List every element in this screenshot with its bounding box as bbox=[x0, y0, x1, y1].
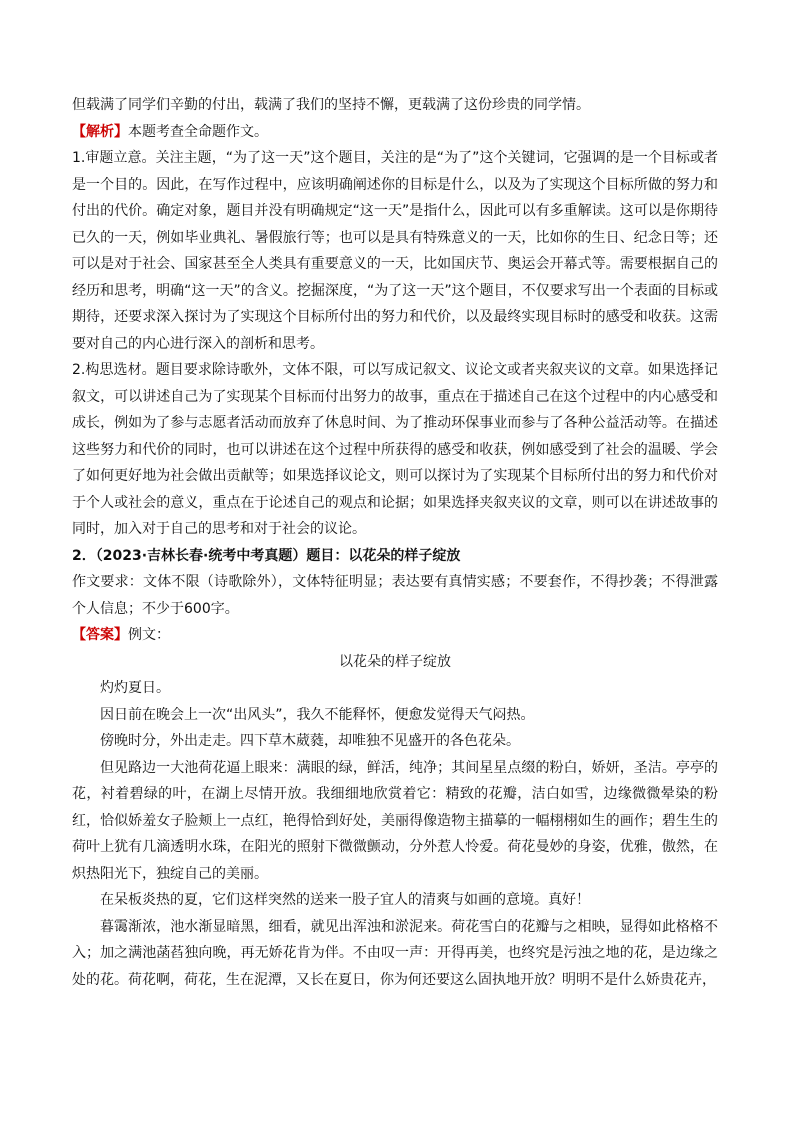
question-heading: 2．（2023·吉林长春·统考中考真题）题目：以花朵的样子绽放 bbox=[72, 547, 461, 564]
essay-title: 以花朵的样子绽放 bbox=[339, 653, 451, 670]
essay-paragraph: 因日前在晚会上一次“出风头”，我久不能释怀，便愈发觉得天气闷热。 bbox=[100, 706, 535, 723]
essay-paragraph: 灼灼夏日。 bbox=[100, 680, 170, 696]
essay-paragraph: 但见路边一大池荷花逼上眼来：满眼的绿，鲜活，纯净；其间星星点缀的粉白，娇妍，圣洁。亭亭的花，衬着碧绿的叶，在湖上尽情开放。我细细地欣赏着它：精致的花瓣，洁白如雪，边缘微微晕染的粉红，恰似娇羞女子脸颊上一点红，艳得恰到好处，美丽得像造物主描摹的一幅栩栩如生的画作；碧生生的荷叶上犹有几滴透明水珠，在阳光的照射下微微颤动，分外惹人怜爱。荷花曼妙的身姿，优雅，傲然，在炽热阳光下，独绽自己的美丽。 bbox=[72, 759, 718, 882]
paragraph: 1.审题立意。关注主题，“为了这一天”这个题目，关注的是“为了”这个关键词，它强调的是一个目标或者是一个目的。因此，在写作过程中，应该明确阐述你的目标是什么，以及为了实现这个目标所做的努力和付出的代价。确定对象，题目并没有明确规定“这一天”是指什么，因此可以有多重解读。这可以是你期待已久的一天，例如毕业典礼、暑假旅行等；也可以是具有特殊意义的一天，比如你的生日、纪念日等；还可以是对于社会、国家甚至全人类具有重要意义的一天，比如国庆节、奥运会开幕式等。需要根据自己的经历和思考，明确“这一天”的含义。挖掘深度，“为了这一天”这个题目，不仅要求写出一个表面的目标或期待，还要求深入探讨为了实现这个目标所付出的努力和代价，以及最终实现目标时的感受和收获。这需要对自己的内心进行深入的剖析和思考。 bbox=[72, 150, 718, 352]
answer-tag: 【答案】 bbox=[72, 627, 128, 643]
analysis-line bbox=[72, 119, 718, 146]
essay-paragraph: 在呆板炎热的夏，它们这样突然的送来一股子宜人的清爽与如画的意境。真好！ bbox=[100, 892, 590, 908]
essay-paragraph: 暮霭渐浓，池水渐显暗黑，细看，就见出浑浊和淤泥来。荷花雪白的花瓣与之相映，显得如此格格不入；加之满池菡萏独向晚，再无娇花肯为伴。不由叹一声：开得再美，也终究是污浊之地的花，是边缘之处的花。荷花啊，荷花，生在泥潭，又长在夏日，你为何还要这么固执地开放？明明不是什么娇贵花卉， bbox=[72, 918, 718, 988]
paragraph: 2.构思选材。题目要求除诗歌外，文体不限，可以写成记叙文、议论文或者夹叙夹议的文章。如果选择记叙文，可以讲述自己为了实现某个目标而付出努力的故事，重点在于描述自己在这个过程中的内心感受和成长，例如为了参与志愿者活动而放弃了休息时间、为了推动环保事业而参与了各种公益活动等。在描述这些努力和代价的同时，也可以讲述在这个过程中所获得的感受和收获，例如感受到了社会的温暖、学会了如何更好地为社会做出贡献等；如果选择议论文，则可以探讨为了实现某个目标所付出的努力和代价对于个人或社会的意义，重点在于论述自己的观点和论据；如果选择夹叙夹议的文章，则可以在讲述故事的同时，加入对于自己的思考和对于社会的议论。 bbox=[72, 362, 718, 537]
writing-requirements: 作文要求：文体不限（诗歌除外），文体特征明显；表达要有真情实感；不要套作，不得抄袭；不得泄露个人信息；不少于600字。 bbox=[72, 574, 718, 617]
answer-line bbox=[72, 622, 718, 649]
paragraph: 但载满了同学们辛勤的付出，载满了我们的坚持不懈，更载满了这份珍贵的同学情。 bbox=[72, 97, 590, 113]
document-body bbox=[72, 92, 718, 993]
essay-paragraph: 傍晚时分，外出走走。四下草木葳蕤，却唯独不见盛开的各色花朵。 bbox=[100, 733, 520, 749]
analysis-tag: 【解析】 bbox=[72, 123, 128, 140]
answer-text: 例文： bbox=[128, 627, 170, 643]
analysis-text: 本题考查全命题作文。 bbox=[128, 123, 268, 140]
